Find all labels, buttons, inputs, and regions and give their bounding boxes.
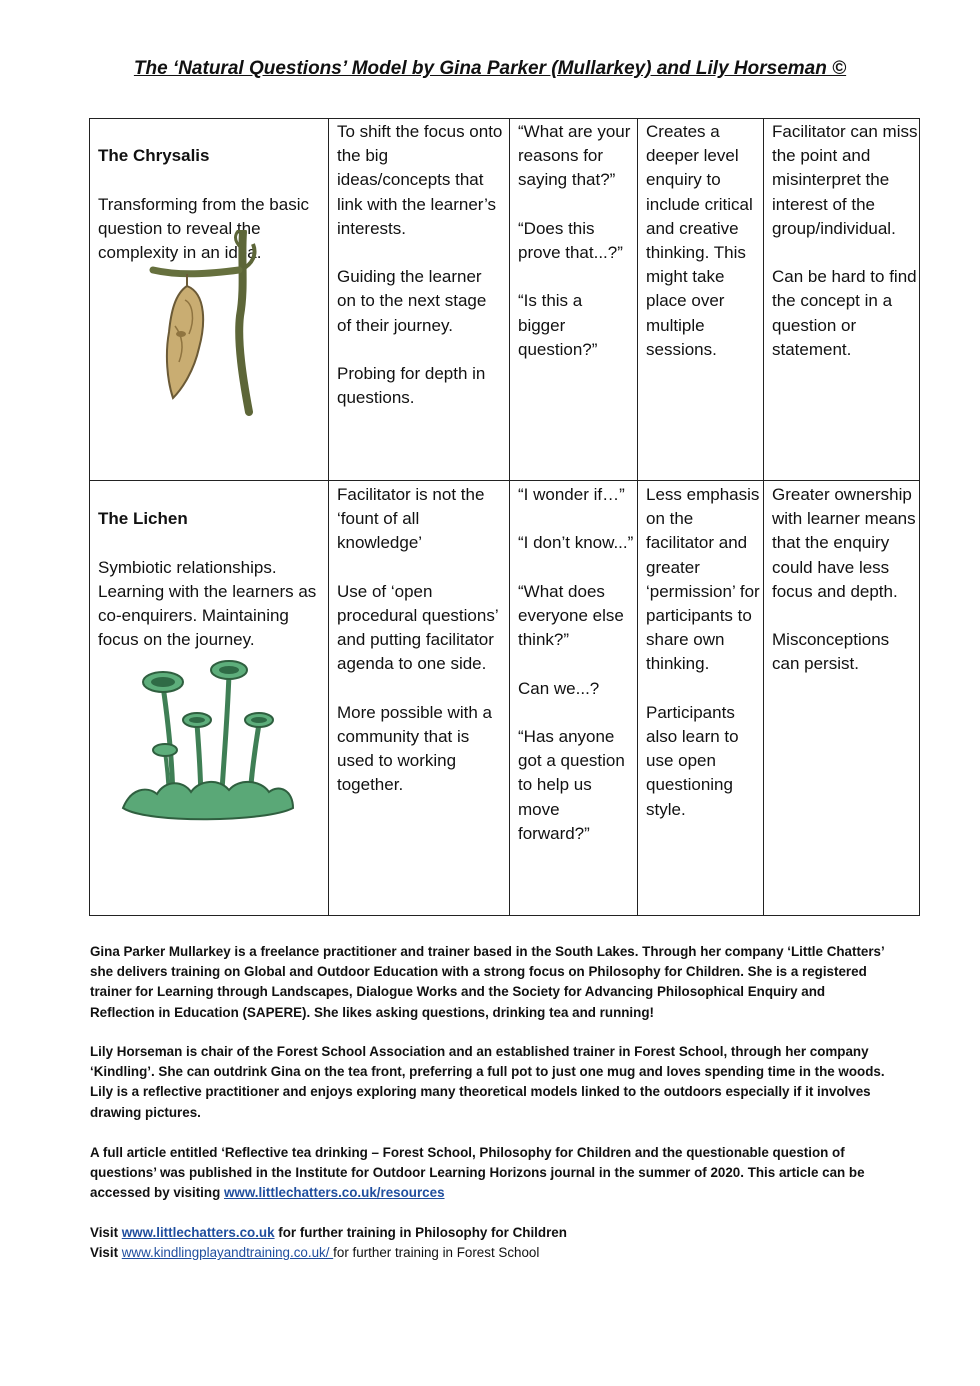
model-table — [89, 118, 920, 916]
table-row — [98, 483, 320, 652]
table-border-top — [89, 118, 920, 119]
visit-prefix: Visit — [90, 1245, 122, 1261]
row-divider — [89, 480, 920, 481]
row-name: The Chrysalis — [98, 146, 210, 166]
row-purpose: Facilitator is not the ‘fount of all knowledge’ Use of ‘open procedural questions’ and putting facilitator agenda to one side. More possible with a community that is used to working together. — [337, 485, 499, 795]
bio-gina-text: Gina Parker Mullarkey is a freelance practitioner and trainer based in the South Lakes. Through her company ‘Little Chatters’ she delivers training on Global and Outdoor Education with a strong focus on Philosophy for Children. She is a registered trainer for Learning through Landscapes, Dialogue Works and the Society for Advancing Philosophical Enquiry and Reflection in Education (SAPERE). She likes asking questions, drinking tea and running! — [90, 944, 884, 1020]
visit-prefix: Visit — [90, 1225, 122, 1240]
visit-line — [90, 1223, 890, 1243]
row-benefits: Less emphasis on the facilitator and greater ‘permission’ for participants to share own thinking. Participants also learn to use open questioning style. — [646, 485, 760, 819]
page-title: The ‘Natural Questions’ Model by Gina Parker (Mullarkey) and Lily Horseman © — [133, 58, 847, 79]
row-examples: “What are your reasons for saying that?” “Does this prove that...?” “Is this a bigger question?” — [518, 122, 631, 359]
table-border-right — [919, 118, 920, 916]
visit-suffix: for further training in Philosophy for Children — [274, 1225, 567, 1240]
visit-links — [90, 1223, 890, 1263]
row-benefits: Creates a deeper level enquiry to include critical and creative thinking. This might take place over multiple sessions. — [646, 122, 753, 359]
column-divider — [763, 118, 764, 916]
table-border-bottom — [89, 915, 920, 916]
bio-lily-text: Lily Horseman is chair of the Forest School Association and an established trainer in Forest School, through her company ‘Kindling’. She can outdrink Gina on the tea front, preferring a full pot to just one mug and loves spending time in the woods. Lily is a reflective practitioner and enjoys exploring many theoretical models linked to the outdoors especially if it involves drawing pictures. — [90, 1044, 885, 1120]
visit-line — [90, 1243, 890, 1263]
chrysalis-icon — [149, 230, 259, 416]
visit-suffix: for further training in Forest School — [333, 1245, 540, 1261]
resources-link[interactable]: www.littlechatters.co.uk/resources — [223, 1185, 445, 1201]
article-text: A full article entitled ‘Reflective tea drinking – Forest School, Philosophy for Children and the questionable question of questions’ was published in the Institute for Outdoor Learning Horizons journal in the summer of 2020. This article can be accessed by visiting — [90, 1145, 865, 1201]
row-description: Transforming from the basic question to reveal the complexity in an idea. — [98, 194, 309, 263]
littlechatters-link[interactable]: www.littlechatters.co.uk — [121, 1225, 275, 1240]
lichen-icon — [117, 658, 297, 828]
row-description: Symbiotic relationships. Learning with the learners as co-enquirers. Maintaining focus on the journey. — [98, 557, 317, 650]
table-border-left — [89, 118, 90, 916]
row-name: The Lichen — [98, 509, 188, 529]
bio-gina — [90, 942, 890, 1023]
row-examples: “I wonder if…” “I don’t know...” “What does everyone else think?” Can we...? “Has anyone got a question to help us move forward?” — [518, 485, 634, 843]
column-divider — [509, 118, 510, 916]
column-divider — [637, 118, 638, 916]
bio-lily — [90, 1042, 890, 1123]
kindling-link[interactable]: www.kindlingplayandtraining.co.uk/ — [121, 1245, 334, 1261]
article-note — [90, 1143, 890, 1204]
row-challenges: Greater ownership with learner means that the enquiry could have less focus and depth. Misconceptions can persist. — [772, 485, 916, 674]
row-challenges: Facilitator can miss the point and misinterpret the interest of the group/individual. Can be hard to find the concept in a question or statement. — [772, 122, 918, 359]
column-divider — [328, 118, 329, 916]
row-purpose: To shift the focus onto the big ideas/concepts that link with the learner’s interests. Guiding the learner on to the next stage of their journey. Probing for depth in questions. — [337, 122, 503, 408]
